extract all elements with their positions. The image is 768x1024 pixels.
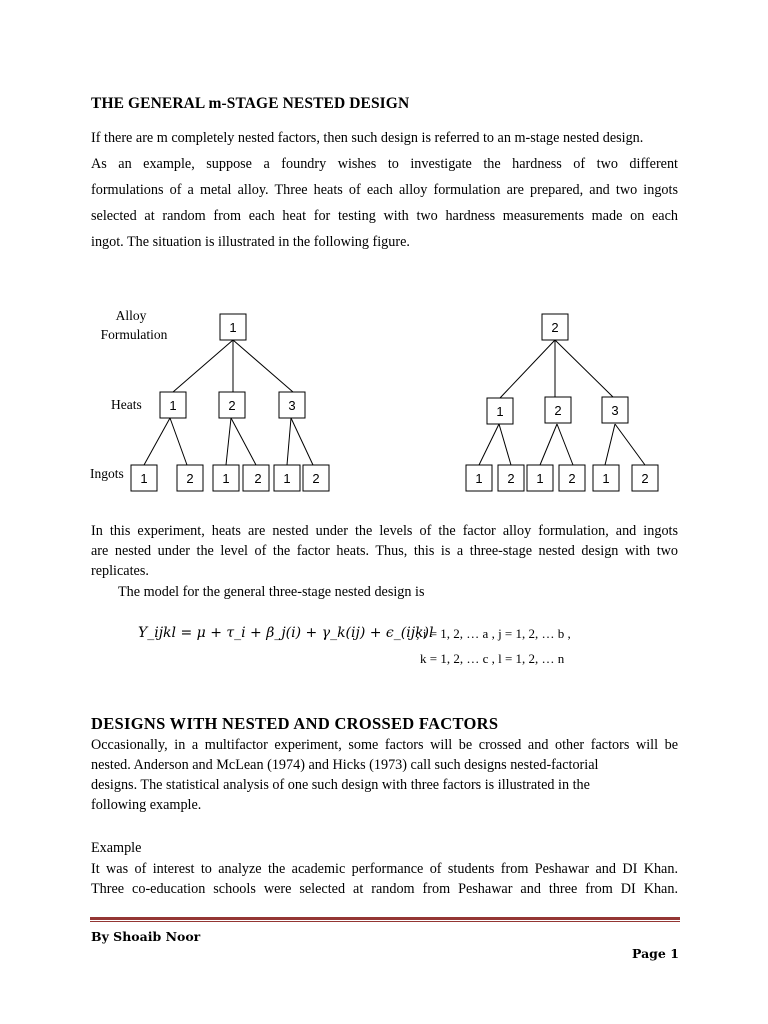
node-label: 3 <box>288 398 296 413</box>
section2-paragraph <box>91 737 678 819</box>
node-label: 2 <box>312 471 320 486</box>
node-label: 1 <box>222 471 230 486</box>
paragraph-line: As an example, suppose a foundry wishes to investigate the hardness of two different <box>91 156 678 172</box>
node-label: 2 <box>568 471 576 486</box>
node-label: 2 <box>254 471 262 486</box>
example-label: Example <box>91 840 142 856</box>
paragraph-line: designs. The statistical analysis of one such design with three factors is illustrated in the <box>91 777 590 793</box>
node-label: 1 <box>229 320 237 335</box>
node-label: 2 <box>641 471 649 486</box>
paragraph-line: In this experiment, heats are nested under the levels of the factor alloy formulation, and ingots <box>91 523 678 539</box>
page-number: Page 1 <box>632 946 679 961</box>
alloy-label: Alloy <box>115 308 147 323</box>
footer-rule-thin <box>90 921 680 922</box>
ingots-label: Ingots <box>90 466 124 481</box>
model-intro: The model for the general three-stage nested design is <box>118 584 425 600</box>
heats-label: Heats <box>111 397 142 412</box>
paragraph-line: ingot. The situation is illustrated in the following figure. <box>91 234 410 250</box>
node-label: 2 <box>554 403 562 418</box>
section-title: THE GENERAL m-STAGE NESTED DESIGN <box>91 95 410 112</box>
formulation-label: Formulation <box>100 327 168 342</box>
paragraph-line: replicates. <box>91 563 149 579</box>
equation-indices-2: k = 1, 2, … c , l = 1, 2, … n <box>420 651 565 666</box>
node-label: 1 <box>283 471 291 486</box>
paragraph-line: Occasionally, in a multifactor experiment, some factors will be crossed and other factors will be <box>91 737 678 753</box>
paragraph-line: following example. <box>91 797 202 813</box>
paragraph-line: nested. Anderson and McLean (1974) and Hicks (1973) call such designs nested-factorial <box>91 757 599 773</box>
equation-indices-1: ; i = 1, 2, … a , j = 1, 2, … b , <box>416 626 571 641</box>
node-label: 1 <box>140 471 148 486</box>
paragraph-line: If there are m completely nested factors, then such design is referred to an m-stage nested design. <box>91 130 644 146</box>
paragraph-line: formulations of a metal alloy. Three heats of each alloy formulation are prepared, and two ingots <box>91 182 678 198</box>
node-label: 2 <box>551 320 559 335</box>
node-label: 2 <box>507 471 515 486</box>
footer-rule <box>90 917 680 920</box>
nested-design-figure <box>0 300 768 500</box>
node-label: 1 <box>536 471 544 486</box>
paragraph-line: Three co-education schools were selected at random from Peshawar and three from DI Khan. <box>91 881 678 897</box>
model-equation <box>138 624 433 642</box>
paragraph-line: selected at random from each heat for testing with two hardness measurements made on each <box>91 208 678 224</box>
equation-formula: Y_ijkl = μ + τ_i + β_j(i) + γ_k(ij) + ϵ_(ijk)l <box>138 625 434 641</box>
example-paragraph <box>91 861 678 903</box>
node-label: 2 <box>186 471 194 486</box>
node-label: 1 <box>169 398 177 413</box>
node-label: 1 <box>475 471 483 486</box>
intro-paragraph <box>91 130 678 260</box>
paragraph-line: It was of interest to analyze the academic performance of students from Peshawar and DI Khan. <box>91 861 678 877</box>
footer-author: By Shoaib Noor <box>91 929 201 944</box>
node-label: 1 <box>602 471 610 486</box>
node-label: 2 <box>228 398 236 413</box>
node-label: 3 <box>611 403 619 418</box>
node-label: 1 <box>496 404 504 419</box>
explanation-paragraph <box>91 523 678 585</box>
section-title-2: DESIGNS WITH NESTED AND CROSSED FACTORS <box>91 714 499 733</box>
paragraph-line: are nested under the level of the factor heats. Thus, this is a three-stage nested design with two <box>91 543 678 559</box>
